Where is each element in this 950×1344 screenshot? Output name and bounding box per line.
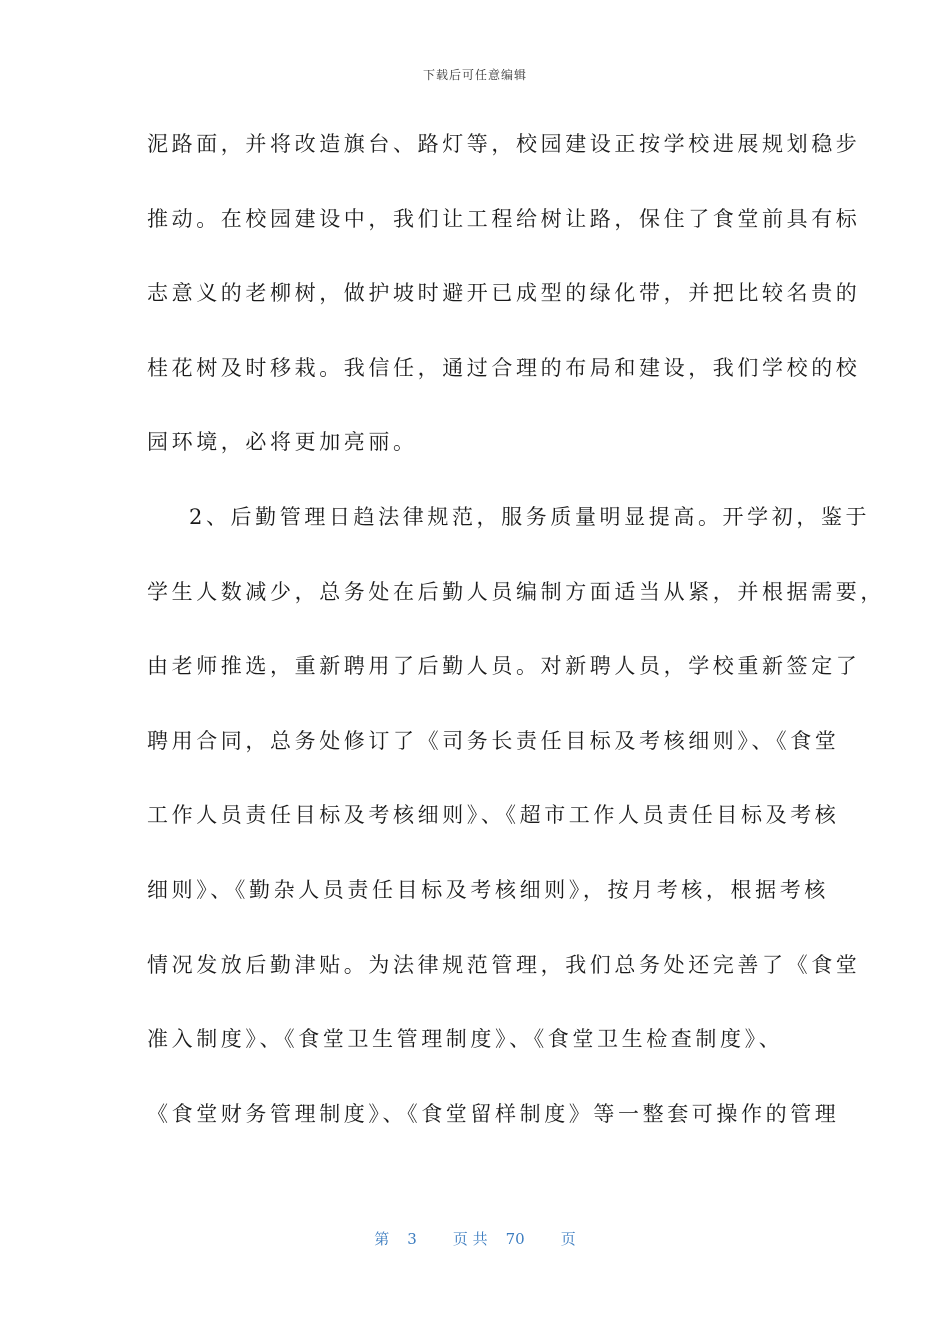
current-page-number: 3 xyxy=(407,1230,417,1248)
text-line: 细则》、《勤杂人员责任目标及考核细则》，按月考核，根据考核 xyxy=(147,877,829,902)
paragraph-start-line: 2、后勤管理日趋法律规范，服务质量明显提高。开学初，鉴于 xyxy=(189,504,871,529)
text-line: 志意义的老柳树，做护坡时避开已成型的绿化带，并把比较名贵的 xyxy=(147,281,861,306)
page-header: 下载后可任意编辑 xyxy=(422,68,527,82)
page-footer xyxy=(0,1228,950,1249)
footer-prefix: 第 xyxy=(374,1230,390,1248)
text-line: 由老师推选，重新聘用了后勤人员。对新聘人员，学校重新签定了 xyxy=(147,654,861,679)
document-body xyxy=(147,124,885,1168)
text-line: 《食堂财务管理制度》、《食堂留样制度》等一整套可操作的管理 xyxy=(147,1101,840,1126)
text-line: 桂花树及时移栽。我信任，通过合理的布局和建设，我们学校的校 xyxy=(147,355,861,380)
text-line: 泥路面，并将改造旗台、路灯等，校园建设正按学校进展规划稳步 xyxy=(147,132,861,156)
text-line: 工作人员责任目标及考核细则》、《超市工作人员责任目标及考核 xyxy=(147,803,840,828)
text-line: 学生人数减少，总务处在后勤人员编制方面适当从紧，并根据需要， xyxy=(147,579,885,604)
footer-middle: 页 共 xyxy=(452,1230,488,1248)
text-line: 情况发放后勤津贴。为法律规范管理，我们总务处还完善了《食堂 xyxy=(147,952,861,977)
text-line: 推动。在校园建设中，我们让工程给树让路，保住了食堂前具有标 xyxy=(147,206,861,231)
text-line: 园环境，必将更加亮丽。 xyxy=(147,430,418,455)
text-line: 准入制度》、《食堂卫生管理制度》、《食堂卫生检查制度》、 xyxy=(147,1027,784,1052)
text-line: 聘用合同，总务处修订了《司务长责任目标及考核细则》、《食堂 xyxy=(147,728,840,753)
footer-suffix: 页 xyxy=(560,1230,576,1248)
total-pages-number: 70 xyxy=(505,1230,525,1248)
